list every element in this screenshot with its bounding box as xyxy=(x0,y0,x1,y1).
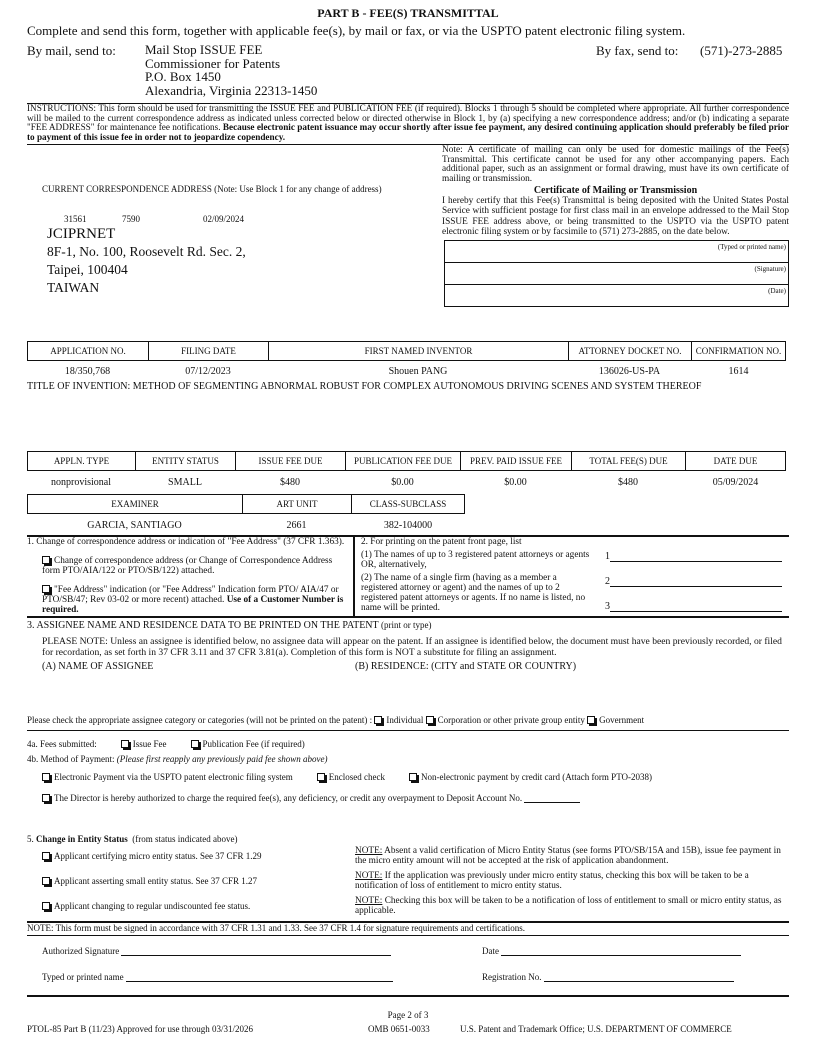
block2-title: 2. For printing on the patent front page, list xyxy=(361,537,522,547)
header-filing-date: FILING DATE xyxy=(149,342,269,361)
entity-note-1 xyxy=(355,846,789,871)
header-prev-paid: PREV. PAID ISSUE FEE xyxy=(461,452,572,471)
field-label: (Signature) xyxy=(754,265,786,274)
header-appln-type: APPLN. TYPE xyxy=(28,452,136,471)
date-due: 05/09/2024 xyxy=(712,477,759,488)
correspondence-block xyxy=(27,146,442,307)
pub-fee: $0.00 xyxy=(391,477,414,488)
header-inventor: FIRST NAMED INVENTOR xyxy=(269,342,569,361)
line-number: 2 xyxy=(605,576,610,587)
field-label: Date xyxy=(482,946,499,956)
block5-suffix: (from status indicated above) xyxy=(132,834,238,844)
checkbox-electronic[interactable] xyxy=(42,773,50,781)
header-docket: ATTORNEY DOCKET NO. xyxy=(569,342,692,361)
blocks-1-3 xyxy=(27,535,789,672)
assignee-name-label: (A) NAME OF ASSIGNEE xyxy=(42,661,154,672)
top-section xyxy=(27,104,789,307)
form-title: PART B - FEE(S) TRANSMITTAL xyxy=(317,6,499,20)
note-text: If the application was previously under micro entity status, checking this box will be taken to be a notification of loss of entitlement to micro entity status. xyxy=(355,871,749,891)
checkbox[interactable] xyxy=(42,556,50,564)
typed-name[interactable] xyxy=(42,972,393,982)
application-values xyxy=(27,366,786,377)
header-pub-fee: PUBLICATION FEE DUE xyxy=(346,452,461,471)
field-label: (Typed or printed name) xyxy=(717,243,786,252)
address-line: 8F-1, No. 100, Roosevelt Rd. Sec. 2, xyxy=(47,244,246,260)
correspondence-codes xyxy=(64,214,442,224)
header-art-unit: ART UNIT xyxy=(243,495,352,514)
fees-submitted xyxy=(27,739,305,749)
docket-no: 136026-US-PA xyxy=(598,366,661,377)
fees-label: 4a. Fees submitted: xyxy=(27,739,97,749)
field-label: (Date) xyxy=(768,287,786,296)
instructions xyxy=(27,104,789,145)
line-number: 1 xyxy=(605,551,610,562)
field-label: Registration No. xyxy=(482,972,542,982)
option-label: "Fee Address" indication (or "Fee Address" Indication form PTO/ AIA/47 or PTO/SB/47; Rev 03-02 or more recent) attached. xyxy=(42,585,339,605)
attorney-2[interactable] xyxy=(605,576,789,601)
header-class: CLASS-SUBCLASS xyxy=(352,495,465,514)
checkbox-issue-fee[interactable] xyxy=(121,740,129,748)
option-label: Applicant certifying micro entity status. See 37 CFR 1.29 xyxy=(54,851,262,861)
mail-line: Alexandria, Virginia 22313-1450 xyxy=(145,82,318,98)
payment-method xyxy=(27,754,328,764)
header-total: TOTAL FEE(S) DUE xyxy=(572,452,686,471)
confirmation-no: 1614 xyxy=(728,366,749,377)
mail-line: Commissioner for Patents xyxy=(145,55,281,71)
office-name: U.S. Patent and Trademark Office; U.S. DEPARTMENT OF COMMERCE xyxy=(460,1024,732,1034)
issue-fee: $480 xyxy=(280,477,300,488)
block5-heading: Change in Entity Status xyxy=(36,834,128,844)
correspondence-label: CURRENT CORRESPONDENCE ADDRESS (Note: Use Block 1 for any change of address) xyxy=(42,184,382,195)
category-prompt: Please check the appropriate assignee category or categories (will not be printed on the patent) : xyxy=(27,715,373,725)
line-number: 3 xyxy=(605,601,610,612)
note-text: Absent a valid certification of Micro Entity Status (see forms PTO/SB/15A and 15B), issue fee payment in the micro entity amount will not be accepted at the risk of application abandonment. xyxy=(355,846,781,866)
entity-note-3 xyxy=(355,896,789,916)
entity-option-regular[interactable] xyxy=(42,901,250,911)
deposit-text: The Director is hereby authorized to charge the required fee(s), any deficiency, or credit any overpayment to Deposit Account No. xyxy=(54,793,523,803)
method-label: 4b. Method of Payment: xyxy=(27,754,115,764)
field-label: Authorized Signature xyxy=(42,946,120,956)
entity-status: SMALL xyxy=(168,477,202,488)
method-option: Enclosed check xyxy=(328,772,386,782)
signature-date[interactable] xyxy=(482,946,741,956)
title-of-invention: TITLE OF INVENTION: METHOD OF SEGMENTING ABNORMAL ROBUST FOR COMPLEX AUTONOMOUS DRIVING SCENES AND SYSTEM THEREOF xyxy=(27,381,702,392)
block3-suffix: (print or type) xyxy=(380,620,432,630)
class-subclass: 382-104000 xyxy=(383,520,433,531)
checkbox-government[interactable] xyxy=(587,716,595,724)
method-option: Non-electronic payment by credit card (Attach form PTO-2038) xyxy=(421,772,653,782)
entity-option-micro[interactable] xyxy=(42,851,261,861)
entity-option-small[interactable] xyxy=(42,876,257,886)
option-label: Applicant changing to regular undiscounted fee status. xyxy=(54,901,251,911)
deposit-account xyxy=(42,793,580,803)
certificate-fields xyxy=(444,240,789,307)
mail-line: P.O. Box 1450 xyxy=(145,69,221,84)
examiner: GARCIA, SANTIAGO xyxy=(87,520,182,531)
mail-line: Mail Stop ISSUE FEE xyxy=(145,42,263,57)
block5-num: 5. xyxy=(27,834,36,844)
checkbox-corporation[interactable] xyxy=(426,716,434,724)
examiner-table xyxy=(27,494,465,514)
block3-heading: 3. ASSIGNEE NAME AND RESIDENCE DATA TO BE PRINTED ON THE PATENT xyxy=(27,620,379,631)
checkbox[interactable] xyxy=(42,877,50,885)
entity-notes xyxy=(355,846,789,916)
total-fee: $480 xyxy=(618,477,638,488)
page-number: Page 2 of 3 xyxy=(387,1010,429,1020)
note-label: NOTE: xyxy=(355,871,383,881)
block3-title xyxy=(27,620,789,631)
filing-date: 07/12/2023 xyxy=(185,366,231,377)
block2-p1: (1) The names of up to 3 registered patent attorneys or agents OR, alternatively, xyxy=(361,550,590,570)
note-label: NOTE: xyxy=(355,846,383,856)
checkbox-publication-fee[interactable] xyxy=(191,740,199,748)
instructions-bold: Because electronic patent issuance may occur shortly after issue fee payment, any desired continuing application should preferably be filed prior to payment of this issue fee in order not to jeopardize copendency. xyxy=(27,122,789,142)
fee-table xyxy=(27,451,786,471)
checkbox-deposit[interactable] xyxy=(42,794,50,802)
instructions-text: INSTRUCTIONS: This form should be used for transmitting the ISSUE FEE and PUBLICATION FEE (if required). Blocks 1 through 5 should be completed where appropriate. All further correspondence will be mailed to the current correspondence address as indicated unless corrected below or directed otherwise in Block 1, by (a) specifying a new correspondence address; and/or (b) indicating a separate "FEE ADDRESS" for maintenance fee notifications. xyxy=(27,103,789,133)
option-label: Applicant asserting small entity status. See 37 CFR 1.27 xyxy=(54,876,257,886)
checkbox[interactable] xyxy=(42,585,50,593)
address-line: Taipei, 100404 xyxy=(47,262,128,278)
category-label: Corporation or other private group entity xyxy=(437,715,585,725)
block1-option-change[interactable] xyxy=(42,556,347,576)
correspondence-address xyxy=(47,243,442,297)
omb-number: OMB 0651-0033 xyxy=(368,1024,430,1034)
block1-option-fee-address[interactable] xyxy=(42,585,347,615)
fee-values xyxy=(27,477,786,488)
checkbox-check[interactable] xyxy=(317,773,325,781)
intro-text: Complete and send this form, together with applicable fee(s), by mail or fax, or via the USPTO patent electronic filing system. xyxy=(27,23,686,38)
block5-title xyxy=(27,834,238,844)
checkbox[interactable] xyxy=(42,902,50,910)
address-line: TAIWAN xyxy=(47,280,100,296)
certificate-text: I hereby certify that this Fee(s) Transmittal is being deposited with the United States Postal Service with sufficient postage for first class mail in an envelope addressed to the Mail Stop ISSUE FEE address above, or being transmitted to the USPTO via the USPTO patent electronic filing system or by facsimile to (571) 273-2885, on the date below. xyxy=(442,196,789,237)
prev-paid: $0.00 xyxy=(504,477,527,488)
application-table xyxy=(27,341,786,361)
method-note: (Please first reapply any previously paid fee shown above) xyxy=(116,754,328,764)
application-no: 18/350,768 xyxy=(64,366,111,377)
certificate-block xyxy=(442,146,789,307)
block1-title: 1. Change of correspondence address or indication of "Fee Address" (37 CFR 1.363). xyxy=(27,537,345,547)
category-label: Government xyxy=(599,715,645,725)
method-option: Electronic Payment via the USPTO patent electronic filing system xyxy=(54,772,293,782)
form-id: PTOL-85 Part B (11/23) Approved for use through 03/31/2026 xyxy=(27,1024,253,1034)
note-text: Checking this box will be taken to be a notification of loss of entitlement to small or micro entity status, as applicable. xyxy=(355,896,782,916)
deposit-account-input[interactable] xyxy=(524,802,580,803)
checkbox-individual[interactable] xyxy=(374,716,382,724)
entity-note-2 xyxy=(355,871,789,896)
appln-type: nonprovisional xyxy=(51,477,111,488)
inventor: Shouen PANG xyxy=(388,366,448,377)
correspondence-code: 7590 xyxy=(122,214,140,225)
option-label: Change of correspondence address (or Change of Correspondence Address form PTO/AIA/122 or PTO/SB/122) attached. xyxy=(42,556,333,576)
header-application-no: APPLICATION NO. xyxy=(28,342,149,361)
mail-label: By mail, send to: xyxy=(27,43,116,58)
block3-note: PLEASE NOTE: Unless an assignee is identified below, no assignee data will appear on the patent. If an assignee is identified below, the document must have been previously recorded, or filed for recordation, as set forth in 37 CFR 3.11 and 37 CFR 3.81(a). Completion of this form is NOT a substitute for filing an assignment. xyxy=(42,636,782,658)
registration-no[interactable] xyxy=(482,972,734,982)
block1 xyxy=(27,537,355,616)
payment-options xyxy=(42,772,652,782)
block2-p2: (2) The name of a single firm (having as a member a registered attorney or agent) and the names of up to 2 registered patent attorneys or agents. If no name is listed, no name will be printed. xyxy=(361,573,586,613)
signature-field[interactable] xyxy=(445,263,788,285)
date-field[interactable] xyxy=(445,285,788,306)
attorney-3[interactable] xyxy=(605,601,789,612)
checkbox-credit-card[interactable] xyxy=(409,773,417,781)
checkbox[interactable] xyxy=(42,852,50,860)
correspondence-name: JCIPRNET xyxy=(47,226,116,243)
mail-address xyxy=(145,43,317,97)
field-label: Typed or printed name xyxy=(42,972,124,982)
fee-option: Issue Fee xyxy=(132,739,167,749)
note-label: NOTE: xyxy=(355,896,383,906)
customer-number: 31561 xyxy=(64,214,87,225)
examiner-values xyxy=(27,520,465,531)
signature-note: NOTE: This form must be signed in accordance with 37 CFR 1.31 and 1.33. See 37 CFR 1.4 for signature requirements and certifications. xyxy=(27,923,525,933)
fax-label: By fax, send to: xyxy=(596,43,679,58)
header-issue-fee: ISSUE FEE DUE xyxy=(236,452,346,471)
fee-option: Publication Fee (if required) xyxy=(202,739,305,749)
option-bold: Use of a Customer Number is required. xyxy=(42,595,344,615)
typed-name-field[interactable] xyxy=(445,241,788,263)
fax-number: (571)-273-2885 xyxy=(700,43,783,58)
authorized-signature[interactable] xyxy=(42,946,391,956)
assignee-residence-label: (B) RESIDENCE: (CITY and STATE OR COUNTRY) xyxy=(355,661,577,672)
assignee-category xyxy=(27,715,644,725)
header-date-due: DATE DUE xyxy=(686,452,786,471)
mailing-note: Note: A certificate of mailing can only be used for domestic mailings of the Fee(s) Transmittal. This certificate cannot be used for any other accompanying papers. Each additional paper, such as an assignment or formal drawing, must have its own certificate of mailing or transmission. xyxy=(442,145,789,184)
header-entity-status: ENTITY STATUS xyxy=(136,452,236,471)
category-label: Individual xyxy=(386,715,424,725)
certificate-title: Certificate of Mailing or Transmission xyxy=(533,185,698,196)
attorney-1[interactable] xyxy=(605,551,789,576)
art-unit: 2661 xyxy=(286,520,307,531)
header-examiner: EXAMINER xyxy=(28,495,243,514)
correspondence-date: 02/09/2024 xyxy=(203,214,245,225)
block2 xyxy=(355,537,789,616)
header-confirmation: CONFIRMATION NO. xyxy=(692,342,786,361)
